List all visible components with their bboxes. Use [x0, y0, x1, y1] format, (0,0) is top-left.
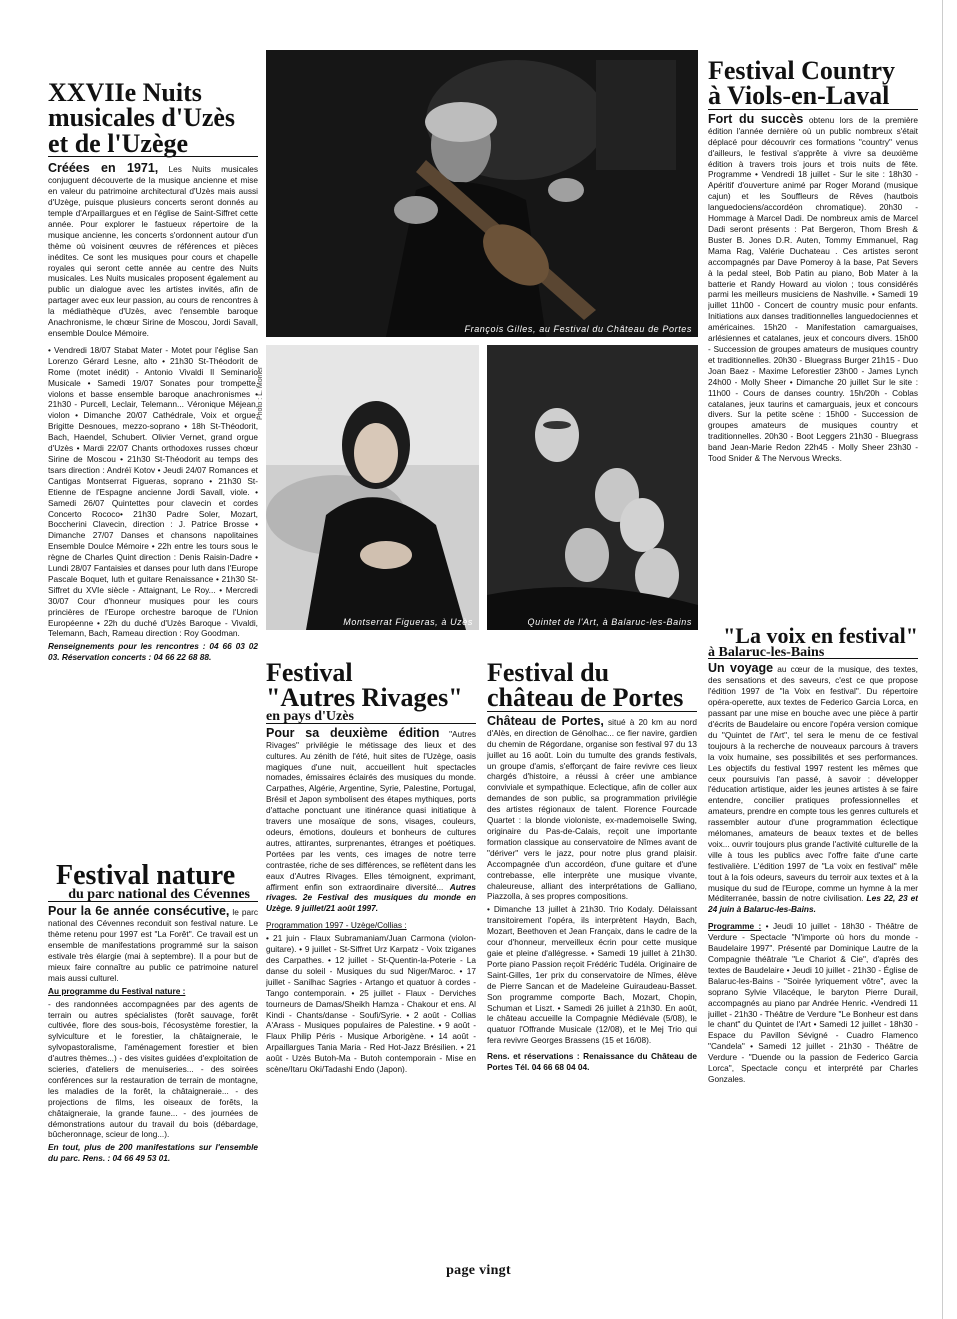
- voix-program-paragraph: [708, 921, 918, 1085]
- rivages-closing: Autres rivages. 2e Festival des musiques du monde en Uzège. 9 juillet/21 août 1997.: [266, 881, 476, 914]
- voix-title: "La voix en festival": [723, 625, 918, 648]
- page-number: page vingt: [446, 1263, 511, 1278]
- quintet-photo: [487, 345, 698, 630]
- violinist-photo: [266, 50, 698, 337]
- country-title-line-2: à Viols-en-Laval: [708, 81, 890, 111]
- singer-caption: Montserrat Figueras, à Uzès: [343, 617, 473, 627]
- country-paragraph: [708, 111, 918, 464]
- voix-dates: Les 22, 23 et 24 juin à Balaruc-les-Bains.: [708, 893, 918, 915]
- voix-subtitle: à Balaruc-les-Bains: [708, 648, 918, 660]
- nature-kicker: Pour la 6e année consécutive,: [48, 904, 230, 919]
- rivages-article: [266, 660, 476, 1260]
- portes-program: • Dimanche 13 juillet à 21h30. Trio Kodaly. Délaissant transitoirement l'opéra, ils interprètent Haydn, Bach, Mozart, Beethoven et Jean Françaix, dans le cadre de la cour d'honneur, merveilleux écrin pour cette musique gaie et pleine d'allégresse. • Samedi 19 juillet à 21h30. Porte piano Passion reçoit Frédéric Tudéla. Originaire de Saint-Gilles, 1er prix du conservatoire de Nîmes, élève de Pierre Sancan et de Madeleine Guiraudeau-Basset. Son programme comporte Bach, Mozart, Chopin, Schuman et Liszt. • Samedi 26 juillet à 21h30. En août, le château accueille la Compagnie Médiévale (5/08), le quatuor l'Offrande Musicale (12/08), et le Mej Trio qui fera revivre Georges Brassens (15 et 16/08).: [487, 904, 697, 1046]
- quintet-illustration: [487, 345, 698, 630]
- singer-illustration: [266, 345, 479, 630]
- voix-kicker: Un voyage: [708, 661, 774, 676]
- country-intro: obtenu lors de la première édition l'année dernière où un public nombreux s'était déplacé pour découvrir ces formations "country" venus d'ailleurs, le festival s'apprête à vivre sa deuxième édition à travers trois jours et trois nuits de fête.: [708, 114, 918, 169]
- nature-program-label: Au programme du Festival nature :: [48, 985, 186, 996]
- rivages-kicker: Pour sa deuxième édition: [266, 725, 440, 740]
- nuits-kicker: Créées en 1971,: [48, 161, 159, 176]
- country-kicker: Fort du succès: [708, 111, 804, 126]
- nuits-title-line-3: et de l'Uzège: [48, 128, 189, 158]
- singer-photo: [266, 345, 479, 630]
- portes-title-line-1: Festival du: [487, 660, 610, 687]
- nature-program: - des randonnées accompagnées par des agents de terrain ou autres spécialistes (forêt sauvage, forêt cultivée, flore des sous-bois, l'écosystème forestier, la sylviculture et le forestier, la châtaigneraie, le sylvopastoralisme, l'aménagement forestier et bien d'autres thèmes...) - des visites guidées d'exploitation de scieries, d'ateliers de menuiseries... - des soirées conférences sur la restauration de terrain de montagne, les maladies de la forêt, la châtaigneraie... - des projections de films, les oiseaux de forêts, la châtaigneraie, la grande faune... - des journées de démonstrations autour du travail du bois (débardage, bûcheronnage, scieur de long...).: [48, 998, 258, 1140]
- nuits-title-line-2: musicales d'Uzès: [48, 103, 236, 133]
- quintet-caption: Quintet de l'Art, à Balaruc-les-Bains: [527, 617, 692, 627]
- voix-article: [708, 625, 918, 1260]
- voix-program: • Jeudi 10 juillet - 18h30 - Théâtre de Verdure - Spectacle "N'importe où hors du monde - Baudelaire 1997". Présenté par Dominique Lautre de la Compagnie théâtrale "Le Chariot & Cie", d'après des textes de Baudelaire • Jeudi 10 juillet - 21h30 - Église de Balaruc-les-Bains - "Soirée lyriquement vôtre", avec la soprano Sylvie Vilacéque, le baryton Pierre Durail, accompagnés au piano par Andrée Henric. •Vendredi 11 juillet - 21h30 - Théâtre de Verdure "Le Bonheur est dans le chant" du Quintet de l'Art • Samedi 12 juillet - 18h30 - Espace du Pavillon Sévigné - Cuadro Flamenco "Candela" • Samedi 12 juillet - 21h30 - Théâtre de Verdure - "Duende ou la passion de Federico Garcia Lorca", Spectacle conçu et interprété par Charles Gonzales.: [708, 921, 918, 1084]
- nature-intro-paragraph: [48, 906, 258, 983]
- portes-title-block: [487, 660, 697, 712]
- rivages-program-label: Programmation 1997 - Uzège/Collias :: [266, 920, 407, 931]
- nature-subtitle: du parc national des Cévennes: [48, 890, 258, 902]
- rivages-program: • 21 juin - Flaux Subramaniam/Juan Carmona (violon-guitare). • 9 juillet - St-Siffret Urz Karpatz - Voix tziganes des Carpathes. • 12 juillet - St-Quentin-la-Poterie - La danse du soleil - Musiques du sud Niger/Maroc. • 17 juillet - Sanilhac Sagries - Artango et quatuor à cordes - Tango contemporain. • 25 juillet - Flaux - Derviches tourneurs de Damas/Sheikh Hamza - Chakour et ens. Al Kindi - Chants/danse - Soufi/Syrie. • 2 août - Collias A'Arass - Musiques populaires de Palestine. • 9 août - Flaux Philip Péris - Musique Arborigène. • 14 août - Arpaillargues Tania Maria - Red Hot-Jazz Brésilien. • 21 août - Uzès Butoh-Ma - Butoh contemporain - Mise en scène/Itaru Oki/Tadashi Endo (Japon).: [266, 933, 476, 1075]
- rivages-title-line-2: "Autres Rivages": [266, 683, 463, 713]
- nuits-footer: Renseignements pour les rencontres : 04 66 03 02 03. Réservation concerts : 04 66 22 68 88.: [48, 641, 258, 663]
- country-program: Programme • Vendredi 18 juillet - Sur le site : 18h30 - Apéritif d'ouverture animé par Roger Morand (musique cajun) et les Souffleurs de Rêves (hautbois languedociens/accordéon chromatique). 20h30 - Hommage à Marcel Dadi. De nombreux amis de Marcel Dadi seront présents : Pat Bergeron, Thom Bresh & Buster B. Jones D.R. Auten, Tommy Emmanuel, Rag Mama Rag, Valérie Duchateau . Ces artistes seront accompagnés par Dave Pomeroy à la base, Pat Severs à la pedal steel, Bob Patin au piano, Bob Mater à la batterie et Randy Howard au violon ; tous considérés parmi les meilleurs musiciens de Nashville. • Samedi 19 juillet 11h00 - Concert de country music pour enfants. Initiations aux danses traditionnelles languedociennes et américaines. 15h20 - Manifestation camarguaises, arlésiennes et catalanes, jeux et concours divers. 15h00 - Succession de groupes amateurs de musiques country et traditionnelles. 20h30 - Bluegrass Burger 21h15 - Duo Joan Baez - Maxime Leforestier 23h00 - James Lynch 24h00 - Molly Sheer • Dimanche 20 juillet Sur le site : 11h00 - Cours de danses country. 15h/20h - Coblas catalanes, jeux taurins et camarguais, jeux et concours divers. Sur la petite scène : 15h00 - Succession de groupes amateurs de musiques country et traditionnelles. 20h30 - Boot Leggers 21h30 - Bluegrass band Jean-Marie Redon 22h45 - Molly Sheer 23h30 - Tood Snider & The Nervous Wrecks.: [708, 169, 918, 464]
- voix-intro: au cœur de la musique, des textes, des sensations et des saveurs, c'est ce que propose l'édition 1997 de "la Voix en festival". Du répertoire opéra-operette, aux textes de Federico Garcia Lorca, en passant par une mise en bouche avec une pièce à partir d'écrits de Baudelaire ou encore l'opéra version comique du "Quintet de l'Art", tel sera le menu de ce festival toujours à la recherche de nouveaux parcours à travers la voix humaine, ses possibilités et ses performances. Les objectifs du festival 1997 restent les mêmes que ceux poursuivis l'an passé, à savoir : développer l'éducation artistique, aider les jeunes artistes à se faire entendre, concilier pratiques professionnelles et amateurs, prendre en compte tous les genres culturels et rassembler autour d'une programmation éclectique mélomanes, amateurs de beaux textes et de belles voix... ouvrir toujours plus grande l'activité culturelle de la ville à tous les publics avec l'offre faite d'une carte festivalière. L'édition 1997 de "La voix en festival" mêle tout à la fois odeurs, saveurs du terroir aux textes et à la musique du sud de l'Europe, comme un hymne à la mer Méditerranée, bassin de notre civilisation.: [708, 664, 918, 904]
- country-title-block: [708, 58, 918, 110]
- rivages-title-line-1: Festival: [266, 660, 353, 687]
- nuits-article: [48, 80, 258, 850]
- nuits-title-block: [48, 80, 258, 157]
- violinist-illustration: [266, 50, 698, 337]
- rivages-intro: "Autres Rivages" privilégie le métissage des lieux et des cultures. Au zénith de l'été, huit sites de l'Uzège, oasis magiques d'une nuit, accueillent huit spectacles nomades, émissaires éclairés des musiques du monde. Carpathes, Algérie, Argentine, Syrie, Palestine, Portugal, Brésil et Japon symbolisent des étapes mythiques, ports d'attache ponctuant une itinérance quasi initiatique à travers une mosaïque de sons, visages, couleurs, odeurs, émotions, douleurs et bonheurs de cultures autres, attirantes, surprenantes, étranges et poétiques. Portées par les vents, ces images de notre terre contrastée, riche de ses différences, se reflètent dans les eaux d'Autres Rivages. Elles témoignent, exprimant, affirment enfin son extraordinaire diversité...: [266, 728, 476, 892]
- nuits-title-line-1: XXVIIe Nuits: [48, 80, 202, 107]
- portes-title-line-2: château de Portes: [487, 683, 684, 713]
- portes-footer: Rens. et réservations : Renaissance du Château de Portes Tél. 04 66 68 04 04.: [487, 1051, 697, 1073]
- violinist-caption: François Gilles, au Festival du Château de Portes: [464, 324, 692, 334]
- nuits-intro-paragraph: [48, 163, 258, 339]
- rivages-subtitle: en pays d'Uzès: [266, 712, 476, 724]
- photo-credit: Photo : L. Monier: [257, 366, 264, 420]
- portes-intro: situé à 20 km au nord d'Alès, en direction de Génolhac... ce fier navire, gardien du chemin de Régordane, organise son festival 97 du 13 juillet au 16 août. Loin du tumulte des grands festivals, un groupe d'amis, s'efforçant de faire revivre ces lieux chargés d'histoire, a réussi à créer une ambiance conviviale et sympathique. Eclectique, afin de coller aux demandes de son public, sa programmation privilégie des artistes régionaux de talent. Florence Fourcade Quartet : la blonde violoniste, ex-mademoiselle Swing, originaire du Pas-de-Calais, reçoit une importante formation classique au conservatoire de Nîmes avant de "dériver" vers le jazz, pour notre plus grand plaisir. Accompagnée d'un accordéon, d'une guitare et d'une contrebasse, elle interprète une musique vivante, chaleureuse, alliant des interprétations de Galliano, Piazzolla, à ses propres compositions.: [487, 716, 697, 902]
- nature-title: Festival nature: [56, 862, 236, 891]
- nuits-program: • Vendredi 18/07 Stabat Mater - Motet pour l'église San Lorenzo Gérard Lesne, alto • 21h30 St-Théodorit de Rome (motet inédit) - Antonio Vivaldi Il Seminario Musicale • Samedi 19/07 Sonates pour trompette, violons et basse ensemble baroque anachronismes • 21h30 - Purcell, Leclair, Telemann... Véronique Méjean, violon • Dimanche 20/07 Cathédrale, Voix et orgue, Brigitte Desnoues, mezzo-soprano • 18h St-Théodorit, Bach, Haendel, Schubert. Olivier Vernet, grand orgue d'Uzès • Mardi 22/07 Chants orthodoxes russes chœur Sirine de Moscou • 21h30 St-Théodorit au temps des tsars direction : Andréï Kotov • Jeudi 24/07 Romances et Cantigas Montserrat Figueras, soprano • 21h30 St-Etienne de l'Espagne ancienne Jordi Savall, viole. • Samedi 26/07 Quintettes pour clavecin et cordes Concerto Rococo• 21h30 Padre Soler, Mozart, Boccherini Clavecin, direction : J. Patrice Brosse • Dimanche 27/07 Danses et chansons napolitaines Ensemble Doulce Mémoire • 22h entre les tours sous le règne de Charles Quint direction : Denis Raisin-Dadre • Lundi 28/07 Fantaisies et danses pour luth dans l'Europe Pascale Boquet, luth et guitare Renaissance • 21h30 St-Siffret du XVIe siècle - Attaignant, Le Roy... • Mercredi 30/07 Cour d'honneur musiques pour les cours princières de l'Europe orchestre baroque de l'Union Européenne • 22h du duché d'Uzès Baroque - Vivaldi, Telemann, Bach, Rameau direction : Roy Goodman.: [48, 344, 258, 639]
- country-article: [708, 58, 918, 608]
- portes-kicker: Château de Portes,: [487, 713, 604, 728]
- nature-article: [48, 862, 258, 1262]
- voix-program-label: Programme :: [708, 921, 762, 932]
- page-edge-line: [942, 0, 943, 1319]
- nature-intro: le parc national des Cévennes reconduit son festival nature. Le thème retenu pour 1997 est "La Forêt". Ce travail est un ensemble de manifestations programmé sur la saison estivale très élargie (mai à septembre). Il a pour but de mieux faire connaître au public ce patrimoine naturel mais aussi culturel.: [48, 907, 258, 983]
- portes-intro-paragraph: [487, 713, 697, 902]
- nuits-intro: Les Nuits musicales conjuguent découverte de la musique ancienne et mise en valeur du patrimoine architectural d'Uzès mais aussi d'Uzège, puisque plusieurs concerts seront donnés au temple d'Arpaillargues et en l'église de Saint-Siffret cette année. Pour explorer le fastueux répertoire de la musique ancienne, les concerts s'ordonnent autour d'un thème où voisinent œuvres de références et pièces inédites. Ce sont les musiques pour cours et chapelle royales qui seront cette année au centre des Nuits musicales. Les Nuits musicales proposent également au public un dialogue avec les artistes invités, afin de partager avec eux leur passion, au cours de rencontres à la médiathèque d'Uzès, avec l'ensemble baroque Anachronisme, le chœur Sirine de Moscou, Jordi Savall, ensemble Doulce Mémoire.: [48, 164, 258, 338]
- nature-footer: En tout, plus de 200 manifestations sur l'ensemble du parc. Rens. : 04 66 49 53 01.: [48, 1142, 258, 1164]
- portes-article: [487, 660, 697, 1260]
- voix-intro-paragraph: [708, 663, 918, 915]
- rivages-intro-paragraph: [266, 725, 476, 914]
- country-title-line-1: Festival Country: [708, 58, 896, 85]
